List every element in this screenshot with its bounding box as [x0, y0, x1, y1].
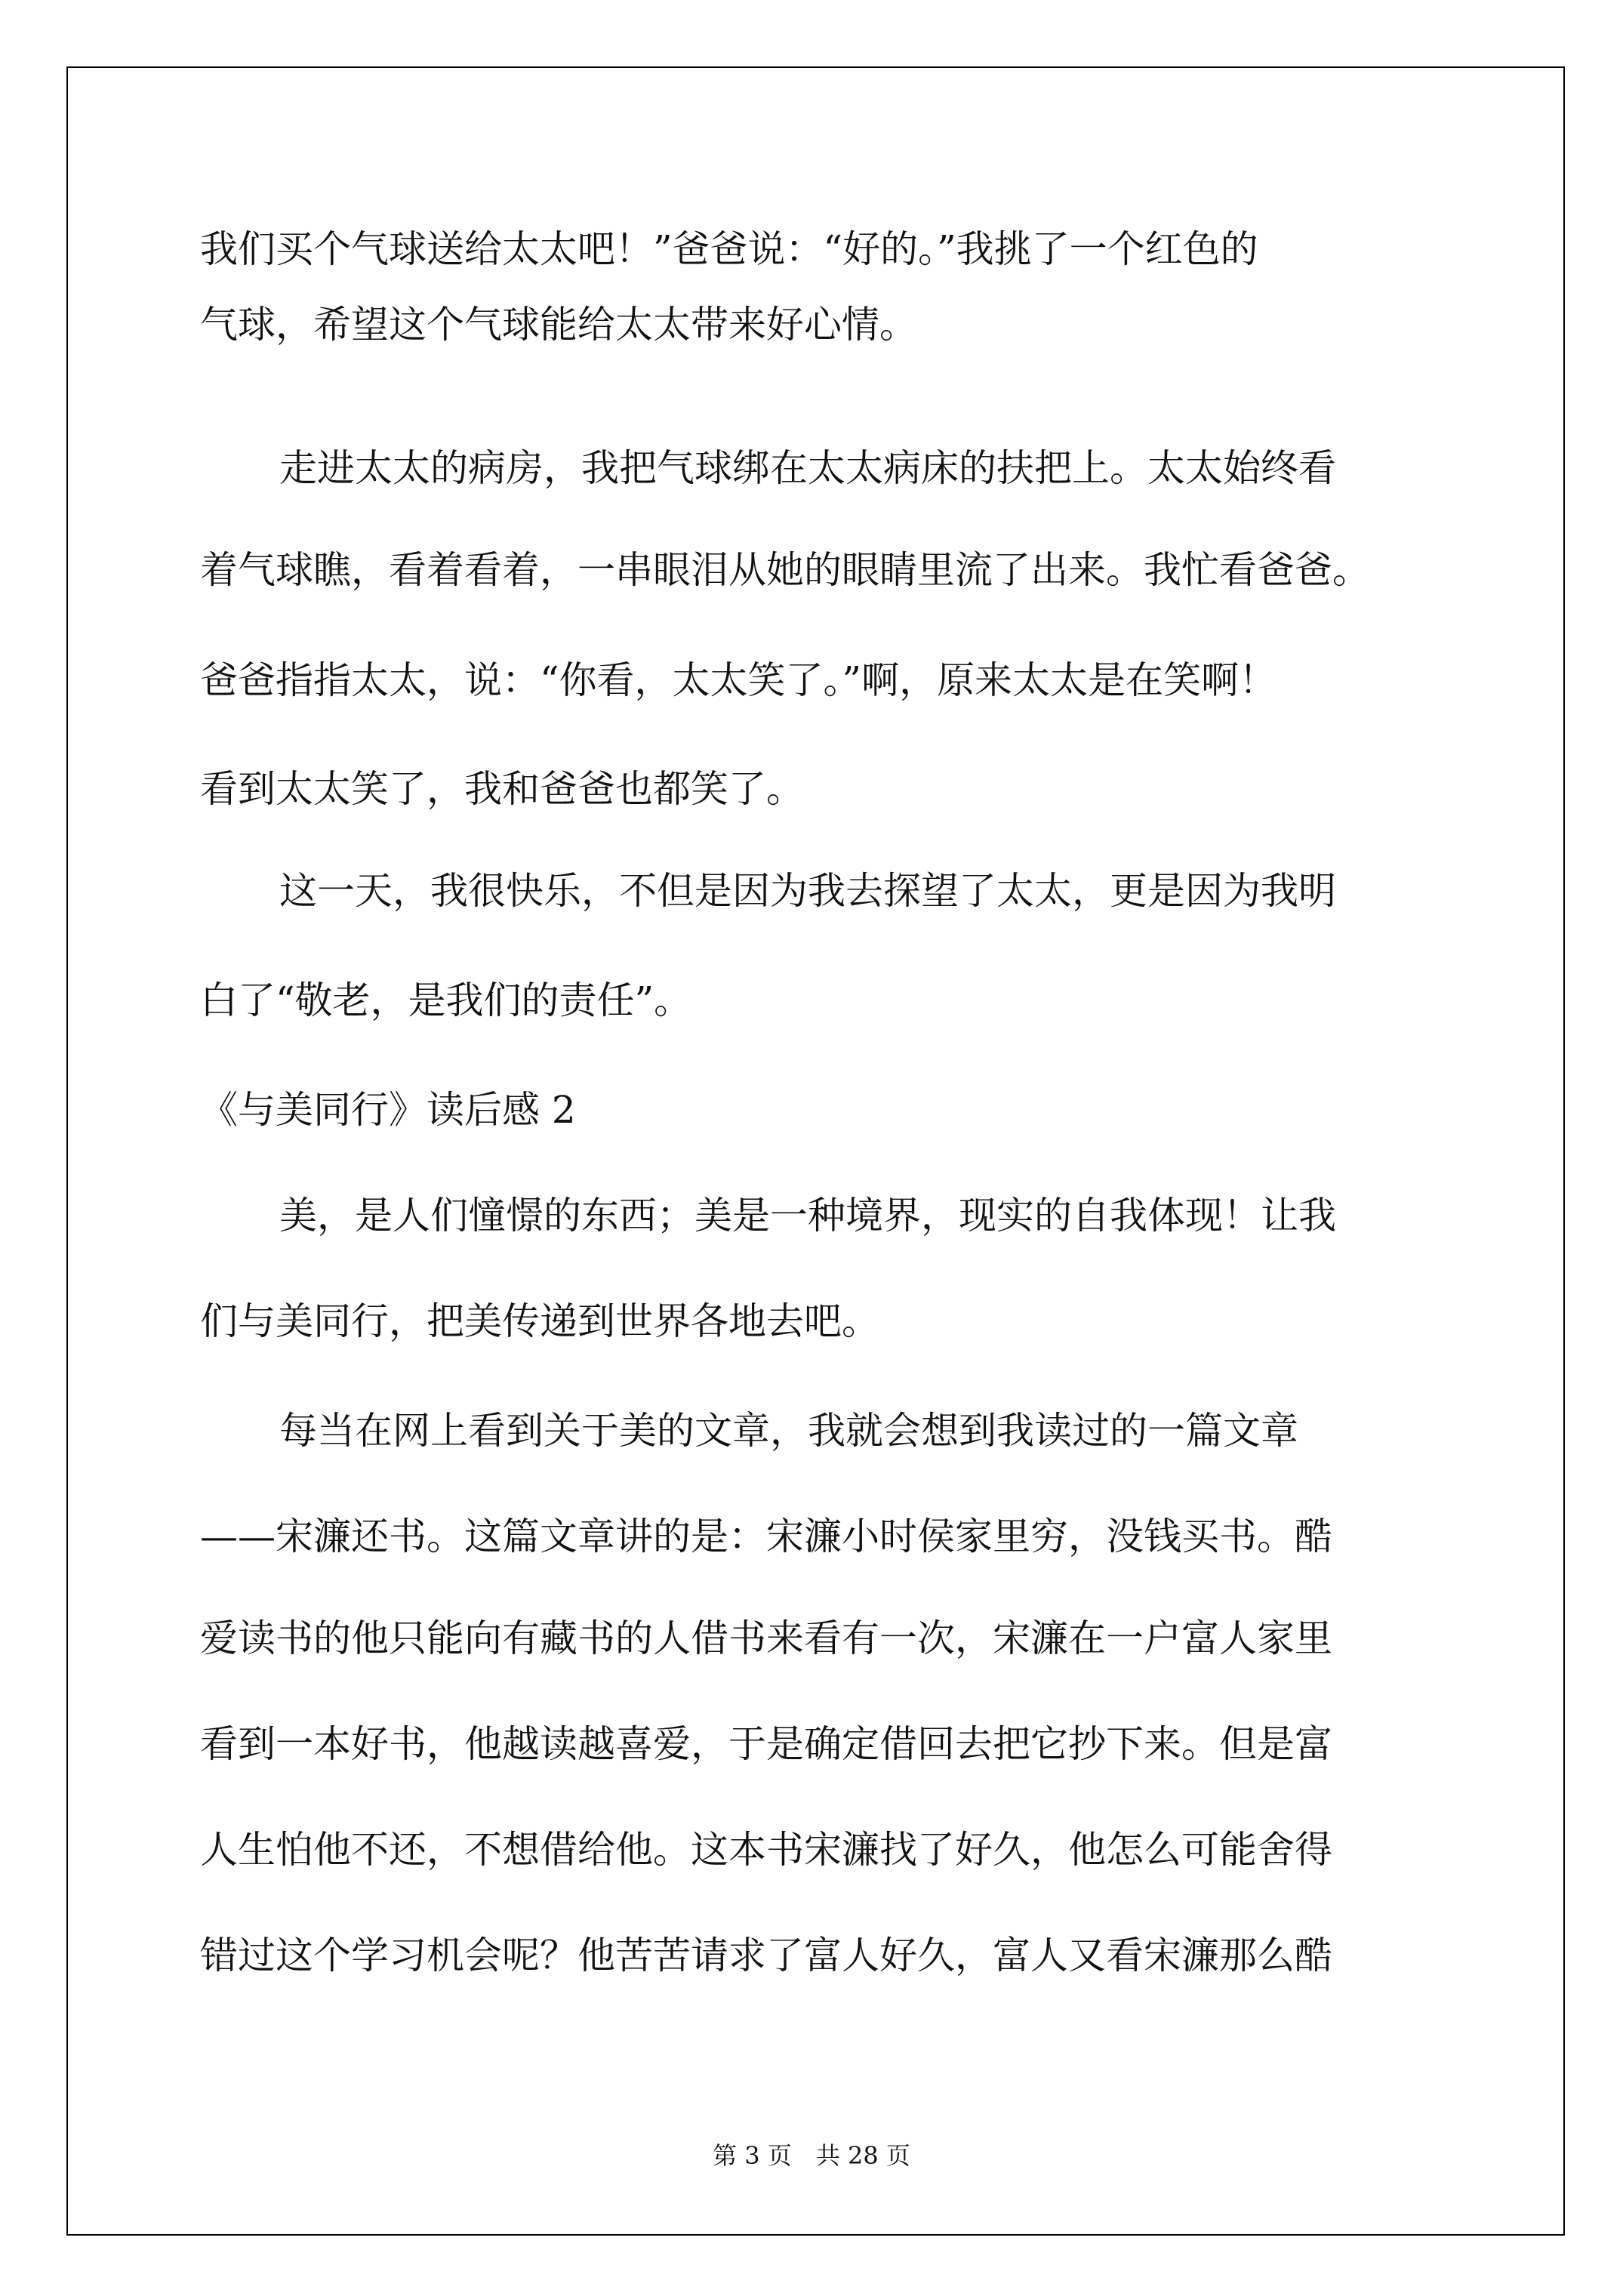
section-heading: 《与美同行》读后感 2	[200, 1088, 576, 1132]
text-line: 着气球瞧，看着看着，一串眼泪从她的眼睛里流了出来。我忙看爸爸。	[200, 548, 1370, 592]
page-border	[66, 66, 1565, 2236]
text-line: 美，是人们憧憬的东西；美是一种境界，现实的自我体现！让我	[279, 1194, 1336, 1237]
text-line: 错过这个学习机会呢？他苦苦请求了富人好久，富人又看宋濂那么酷	[200, 1934, 1332, 1977]
text-line: 爸爸指指太太，说：“你看，太太笑了。”啊，原来太太是在笑啊！	[200, 658, 1277, 702]
text-line: 人生怕他不还，不想借给他。这本书宋濂找了好久，他怎么可能舍得	[200, 1828, 1332, 1872]
text-line: 白了“敬老，是我们的责任”。	[200, 978, 692, 1022]
text-line: 看到一本好书，他越读越喜爱，于是确定借回去把它抄下来。但是富	[200, 1722, 1332, 1766]
text-line: ——宋濂还书。这篇文章讲的是：宋濂小时侯家里穷，没钱买书。酷	[200, 1515, 1332, 1558]
text-line: 看到太太笑了，我和爸爸也都笑了。	[200, 767, 804, 811]
page-number-footer: 第 3 页 共 28 页	[713, 2141, 910, 2170]
text-line: 走进太太的病房，我把气球绑在太太病床的扶把上。太太始终看	[279, 446, 1336, 490]
text-line: 这一天，我很快乐，不但是因为我去探望了太太，更是因为我明	[279, 869, 1336, 913]
text-line: 我们买个气球送给太太吧！”爸爸说：“好的。”我挑了一个红色的	[200, 227, 1258, 271]
text-line: 们与美同行，把美传递到世界各地去吧。	[200, 1299, 879, 1343]
text-line: 爱读书的他只能向有藏书的人借书来看有一次，宋濂在一户富人家里	[200, 1616, 1332, 1660]
text-line: 气球，希望这个气球能给太太带来好心情。	[200, 303, 917, 347]
text-line: 每当在网上看到关于美的文章，我就会想到我读过的一篇文章	[279, 1409, 1298, 1453]
